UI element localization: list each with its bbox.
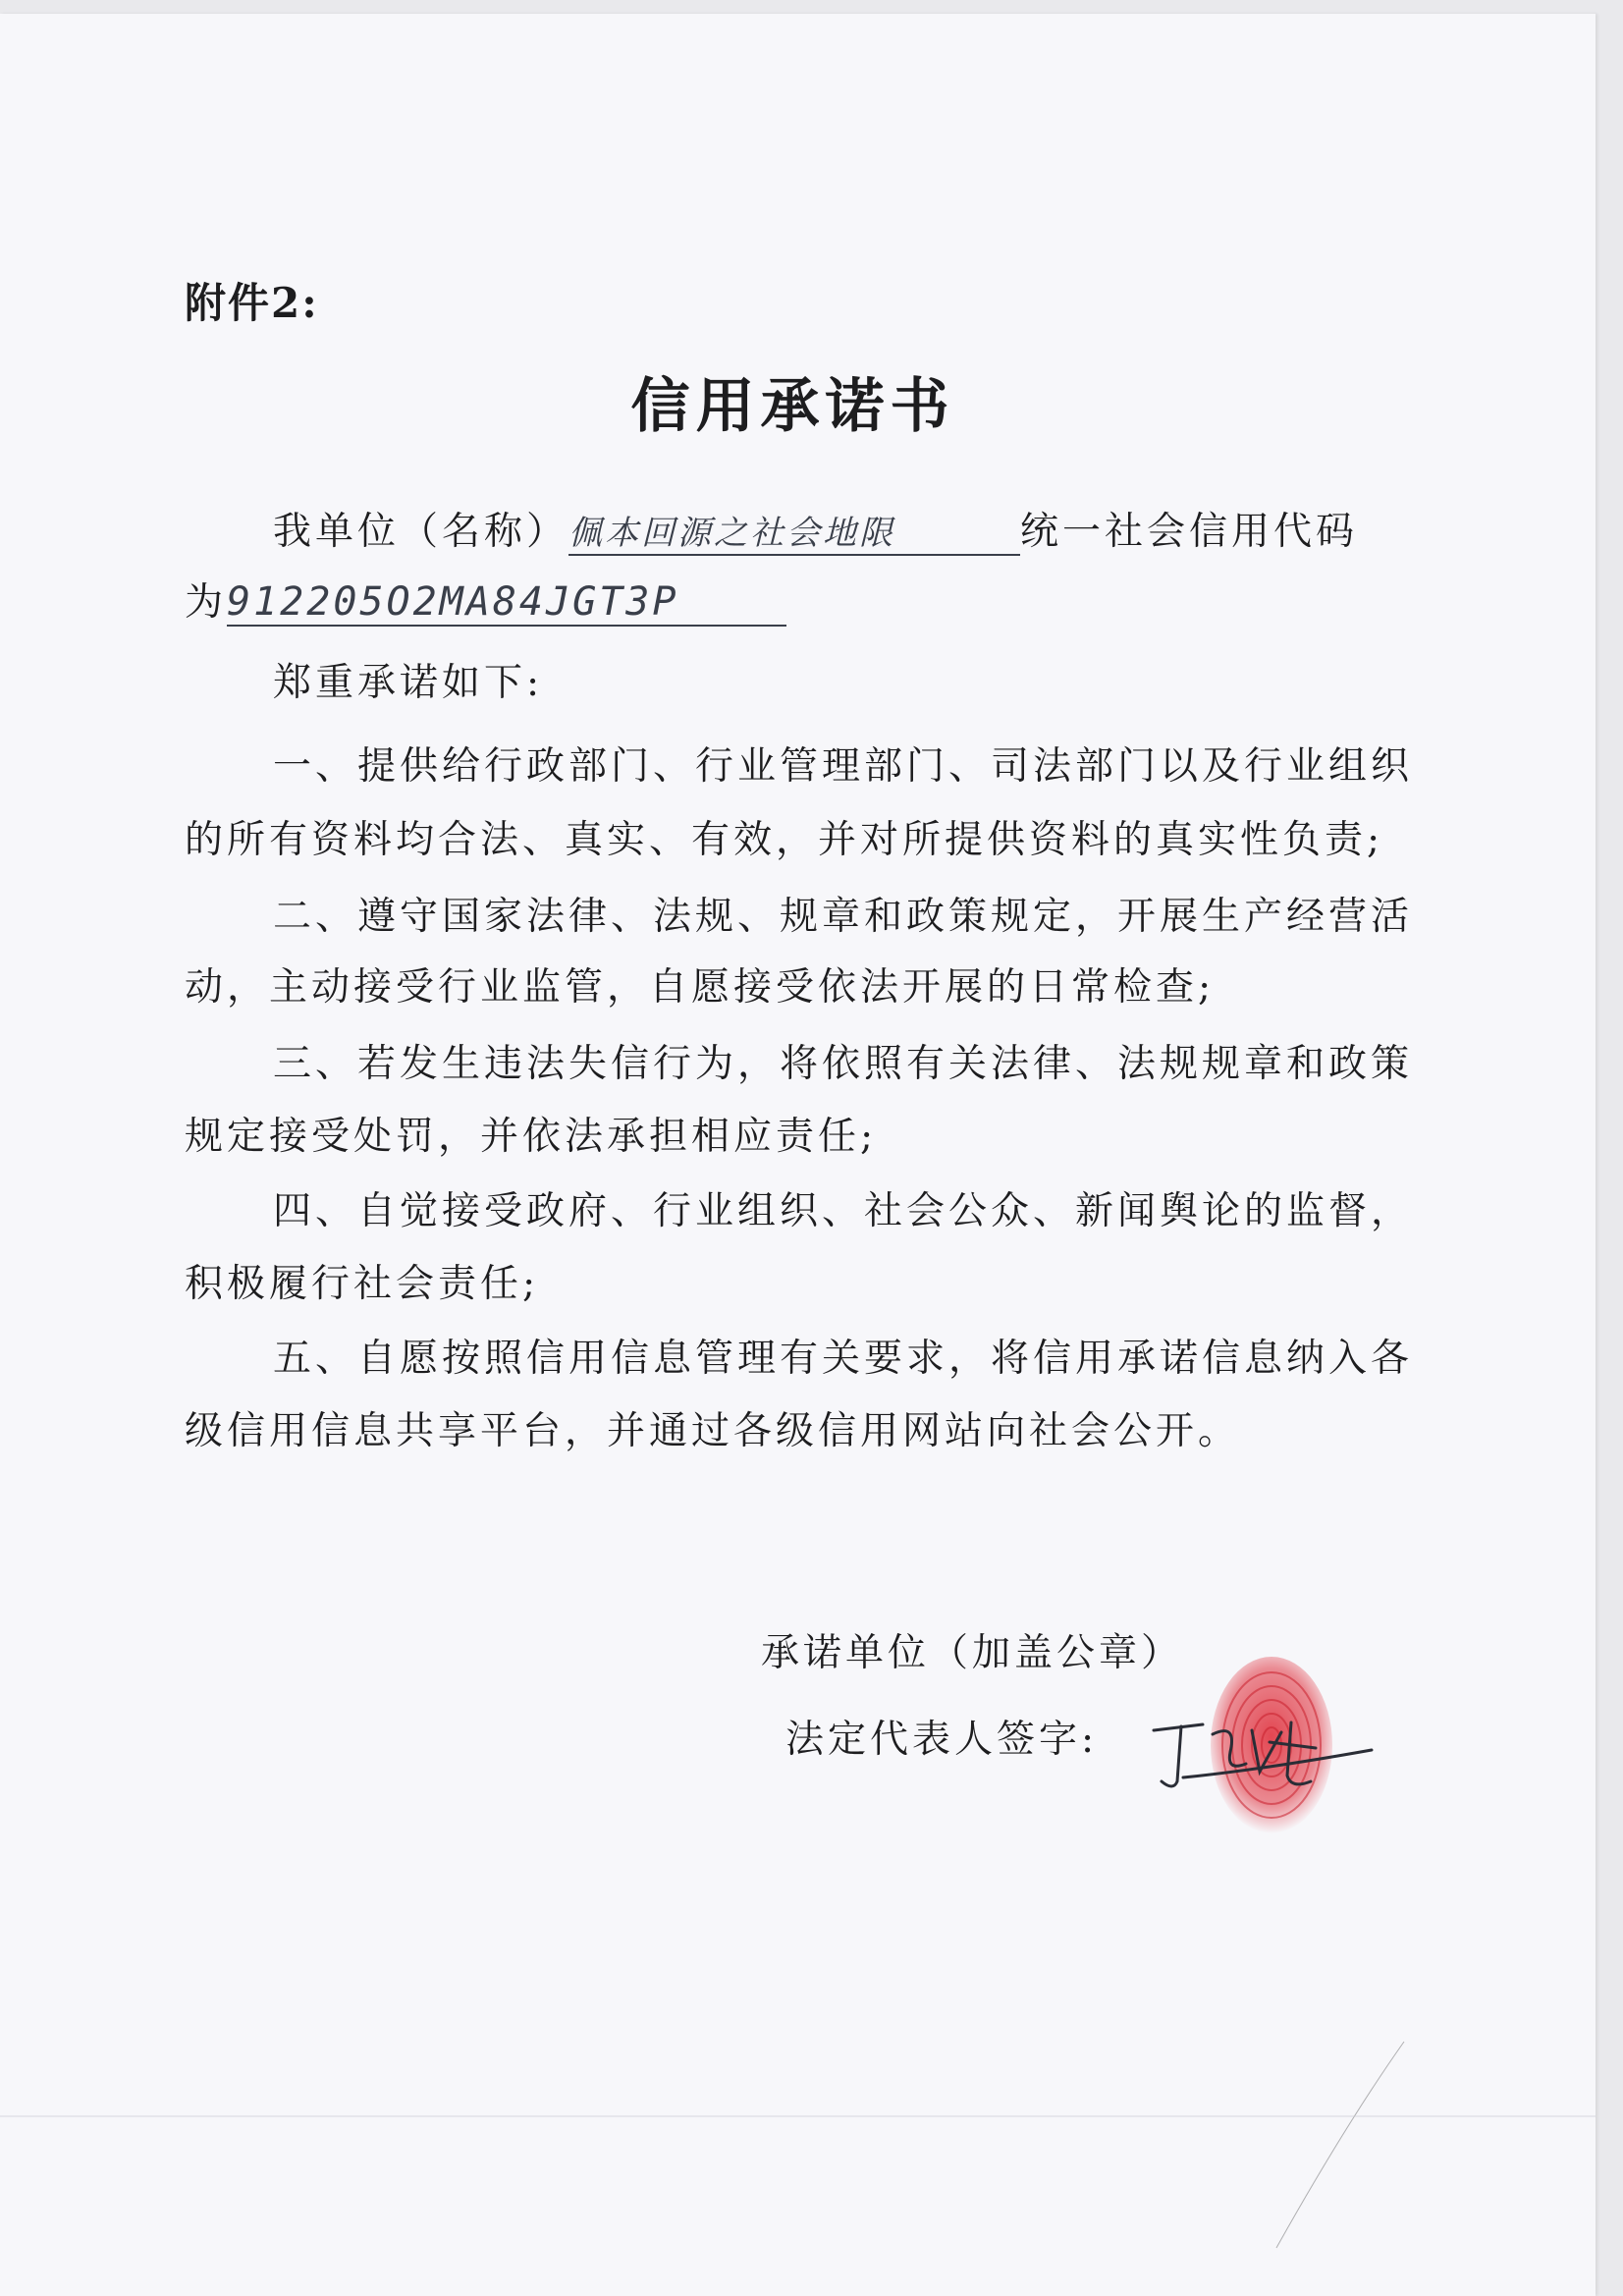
intro-line	[273, 501, 1402, 556]
document-title: 信用承诺书	[630, 372, 955, 441]
signature-mark-icon	[1144, 1713, 1380, 1801]
item-3-line-2: 规定接受处罚，并依法承担相应责任;	[185, 1115, 878, 1159]
code-prefix: 为	[185, 580, 228, 625]
sign-unit-label: 承诺单位（加盖公章）	[761, 1631, 1184, 1675]
item-5-line-2: 级信用信息共享平台，并通过各级信用网站向社会公开。	[185, 1409, 1241, 1453]
item-3-line-1: 三、若发生违法失信行为，将依照有关法律、法规规章和政策	[273, 1042, 1414, 1086]
document-page	[0, 14, 1596, 2296]
intro-prefix: 我单位（名称）	[273, 510, 569, 554]
unit-name-handwritten: 佩本回源之社会地限	[568, 506, 1020, 556]
code-line	[185, 572, 1392, 627]
item-4-line-1: 四、自觉接受政府、行业组织、社会公众、新闻舆论的监督，	[273, 1189, 1414, 1233]
attachment-label: 附件2:	[185, 279, 319, 327]
credit-code-handwritten: 912205O2MA84JGT3P	[227, 579, 786, 627]
item-5-line-1: 五、自愿按照信用信息管理有关要求，将信用承诺信息纳入各	[273, 1337, 1414, 1381]
scan-artifact	[1257, 2037, 1414, 2253]
sign-rep-label: 法定代表人签字:	[785, 1718, 1099, 1762]
item-2-line-2: 动，主动接受行业监管，自愿接受依法开展的日常检查;	[185, 965, 1216, 1010]
item-4-line-2: 积极履行社会责任;	[185, 1262, 540, 1306]
item-2-line-1: 二、遵守国家法律、法规、规章和政策规定，开展生产经营活	[273, 895, 1414, 939]
item-1-line-2: 的所有资料均合法、真实、有效，并对所提供资料的真实性负责;	[185, 818, 1384, 862]
intro-suffix: 统一社会信用代码	[1020, 510, 1359, 554]
promise-heading: 郑重承诺如下:	[273, 661, 544, 705]
item-1-line-1: 一、提供给行政部门、行业管理部门、司法部门以及行业组织	[273, 744, 1414, 789]
